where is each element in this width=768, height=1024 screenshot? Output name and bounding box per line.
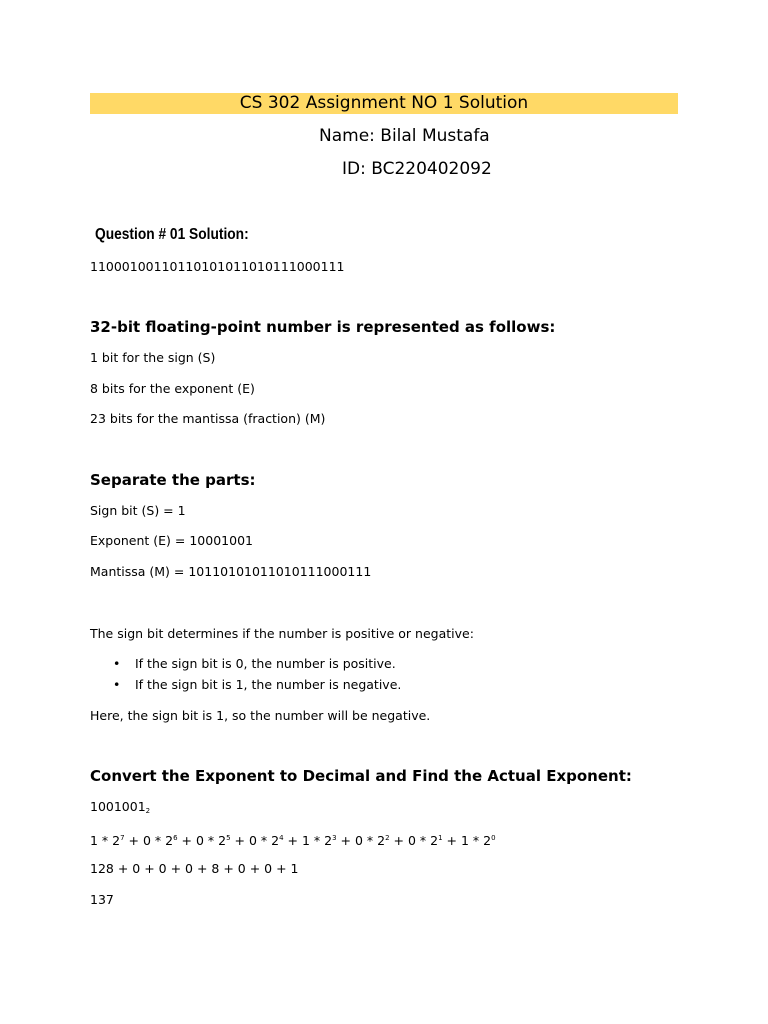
exponent-binary-base: 2	[145, 807, 151, 815]
expansion-term	[408, 833, 443, 848]
expansion-coefficient: 1 * 2	[461, 833, 492, 848]
question-heading: Question # 01 Solution:	[95, 226, 249, 243]
plus-sign: +	[283, 833, 302, 848]
expansion-coefficient: 0 * 2	[196, 833, 227, 848]
expansion-term	[90, 833, 125, 848]
separate-heading: Separate the parts:	[90, 471, 256, 489]
exponent-expansion	[90, 830, 496, 849]
representation-line-sign: 1 bit for the sign (S)	[90, 350, 216, 365]
student-id: ID: BC220402092	[342, 159, 492, 179]
student-name: Name: Bilal Mustafa	[319, 126, 490, 146]
plus-sign: +	[442, 833, 461, 848]
list-item-text: If the sign bit is 0, the number is positive.	[135, 656, 396, 671]
expansion-power: 2	[385, 834, 390, 842]
separate-sign-bit: Sign bit (S) = 1	[90, 503, 186, 518]
expansion-term	[355, 833, 390, 848]
plus-sign: +	[230, 833, 249, 848]
expansion-power: 5	[226, 834, 231, 842]
expansion-power: 3	[332, 834, 337, 842]
expansion-power: 7	[120, 834, 125, 842]
expansion-power: 4	[279, 834, 284, 842]
expansion-term	[302, 833, 337, 848]
expansion-coefficient: 1 * 2	[302, 833, 333, 848]
exponent-binary	[90, 799, 150, 819]
plus-sign: +	[336, 833, 355, 848]
expansion-coefficient: 0 * 2	[143, 833, 174, 848]
sign-intro: The sign bit determines if the number is positive or negative:	[90, 626, 474, 641]
document-title: CS 302 Assignment NO 1 Solution	[90, 93, 678, 114]
plus-sign: +	[177, 833, 196, 848]
expansion-power: 1	[438, 834, 443, 842]
expansion-coefficient: 0 * 2	[408, 833, 439, 848]
expansion-term	[249, 833, 284, 848]
expansion-term	[196, 833, 231, 848]
separate-exponent: Exponent (E) = 10001001	[90, 533, 253, 548]
representation-line-exponent: 8 bits for the exponent (E)	[90, 381, 255, 396]
representation-line-mantissa: 23 bits for the mantissa (fraction) (M)	[90, 411, 326, 426]
separate-mantissa: Mantissa (M) = 10110101011010111000111	[90, 564, 372, 579]
plus-sign: +	[124, 833, 143, 848]
exponent-result: 137	[90, 892, 114, 907]
expansion-term	[461, 833, 496, 848]
plus-sign: +	[389, 833, 408, 848]
expansion-coefficient: 0 * 2	[355, 833, 386, 848]
expansion-power: 0	[491, 834, 496, 842]
expansion-power: 6	[173, 834, 178, 842]
bullet-icon: •	[113, 677, 121, 692]
question-binary: 11000100110110101011010111000111	[90, 259, 345, 274]
bullet-icon: •	[113, 656, 121, 671]
expansion-coefficient: 1 * 2	[90, 833, 121, 848]
expansion-coefficient: 0 * 2	[249, 833, 280, 848]
exponent-sum: 128 + 0 + 0 + 0 + 8 + 0 + 0 + 1	[90, 861, 299, 876]
exponent-binary-digits: 1001001	[90, 799, 146, 814]
representation-heading: 32-bit floating-point number is represented as follows:	[90, 318, 556, 336]
sign-conclusion: Here, the sign bit is 1, so the number will be negative.	[90, 708, 431, 723]
list-item-text: If the sign bit is 1, the number is negative.	[135, 677, 402, 692]
expansion-term	[143, 833, 178, 848]
exponent-heading: Convert the Exponent to Decimal and Find the Actual Exponent:	[90, 767, 632, 785]
